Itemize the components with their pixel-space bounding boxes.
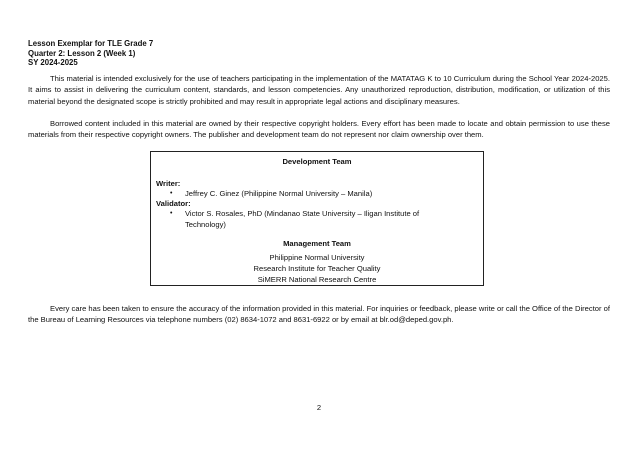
copyright-paragraph: Borrowed content included in this material are owned by their respective copyright holders. Every effort has been made to locate and obtain permission to use these materials from their respective copyright owners. The publisher and development team do not represent nor claim ownership over them. bbox=[28, 119, 610, 140]
header-title: Lesson Exemplar for TLE Grade 7 bbox=[28, 39, 154, 48]
management-team-member: Research Institute for Teacher Quality bbox=[253, 263, 381, 273]
writer-list-item bbox=[170, 188, 460, 199]
header-school-year: SY 2024-2025 bbox=[28, 58, 78, 68]
writer-name: Jeffrey C. Ginez (Philippine Normal University – Manila) bbox=[185, 189, 373, 198]
bullet-icon: • bbox=[170, 210, 173, 217]
validator-name: Victor S. Rosales, PhD (Mindanao State University – Iligan Institute of Technology) bbox=[185, 209, 420, 229]
document-header bbox=[28, 39, 153, 68]
writer-label: Writer: bbox=[156, 179, 181, 188]
validator-label: Validator: bbox=[156, 199, 191, 208]
validator-list-item bbox=[170, 208, 460, 230]
development-team-heading: Development Team bbox=[282, 157, 352, 166]
development-team-box bbox=[150, 151, 484, 286]
intended-use-paragraph: This material is intended exclusively for the use of teachers participating in the implementation of the MATATAG K to 10 Curriculum during the School Year 2024-2025. It aims to assist in delivering the curriculum content, standards, and lesson competencies. Any unauthorized reproduction, distribution, modification, or utilization of this material beyond the designated scope is strictly prohibited and may result in appropriate legal actions and disciplinary measures. bbox=[28, 74, 610, 106]
accuracy-paragraph: Every care has been taken to ensure the accuracy of the information provided in this material. For inquiries or feedback, please write or call the Office of the Director of the Bureau of Learning Resources via telephone numbers (02) 8634-1072 and 8631-6922 or by email at blr.od@deped.gov.ph. bbox=[28, 304, 610, 325]
header-quarter-lesson: Quarter 2: Lesson 2 (Week 1) bbox=[28, 48, 136, 58]
management-team-member: Philippine Normal University bbox=[269, 253, 365, 262]
bullet-icon: • bbox=[170, 190, 173, 197]
management-team-member: SiMERR National Research Centre bbox=[257, 274, 377, 284]
page-number: 2 bbox=[316, 403, 322, 412]
management-team-list bbox=[151, 253, 483, 285]
management-team-heading: Management Team bbox=[283, 239, 351, 248]
